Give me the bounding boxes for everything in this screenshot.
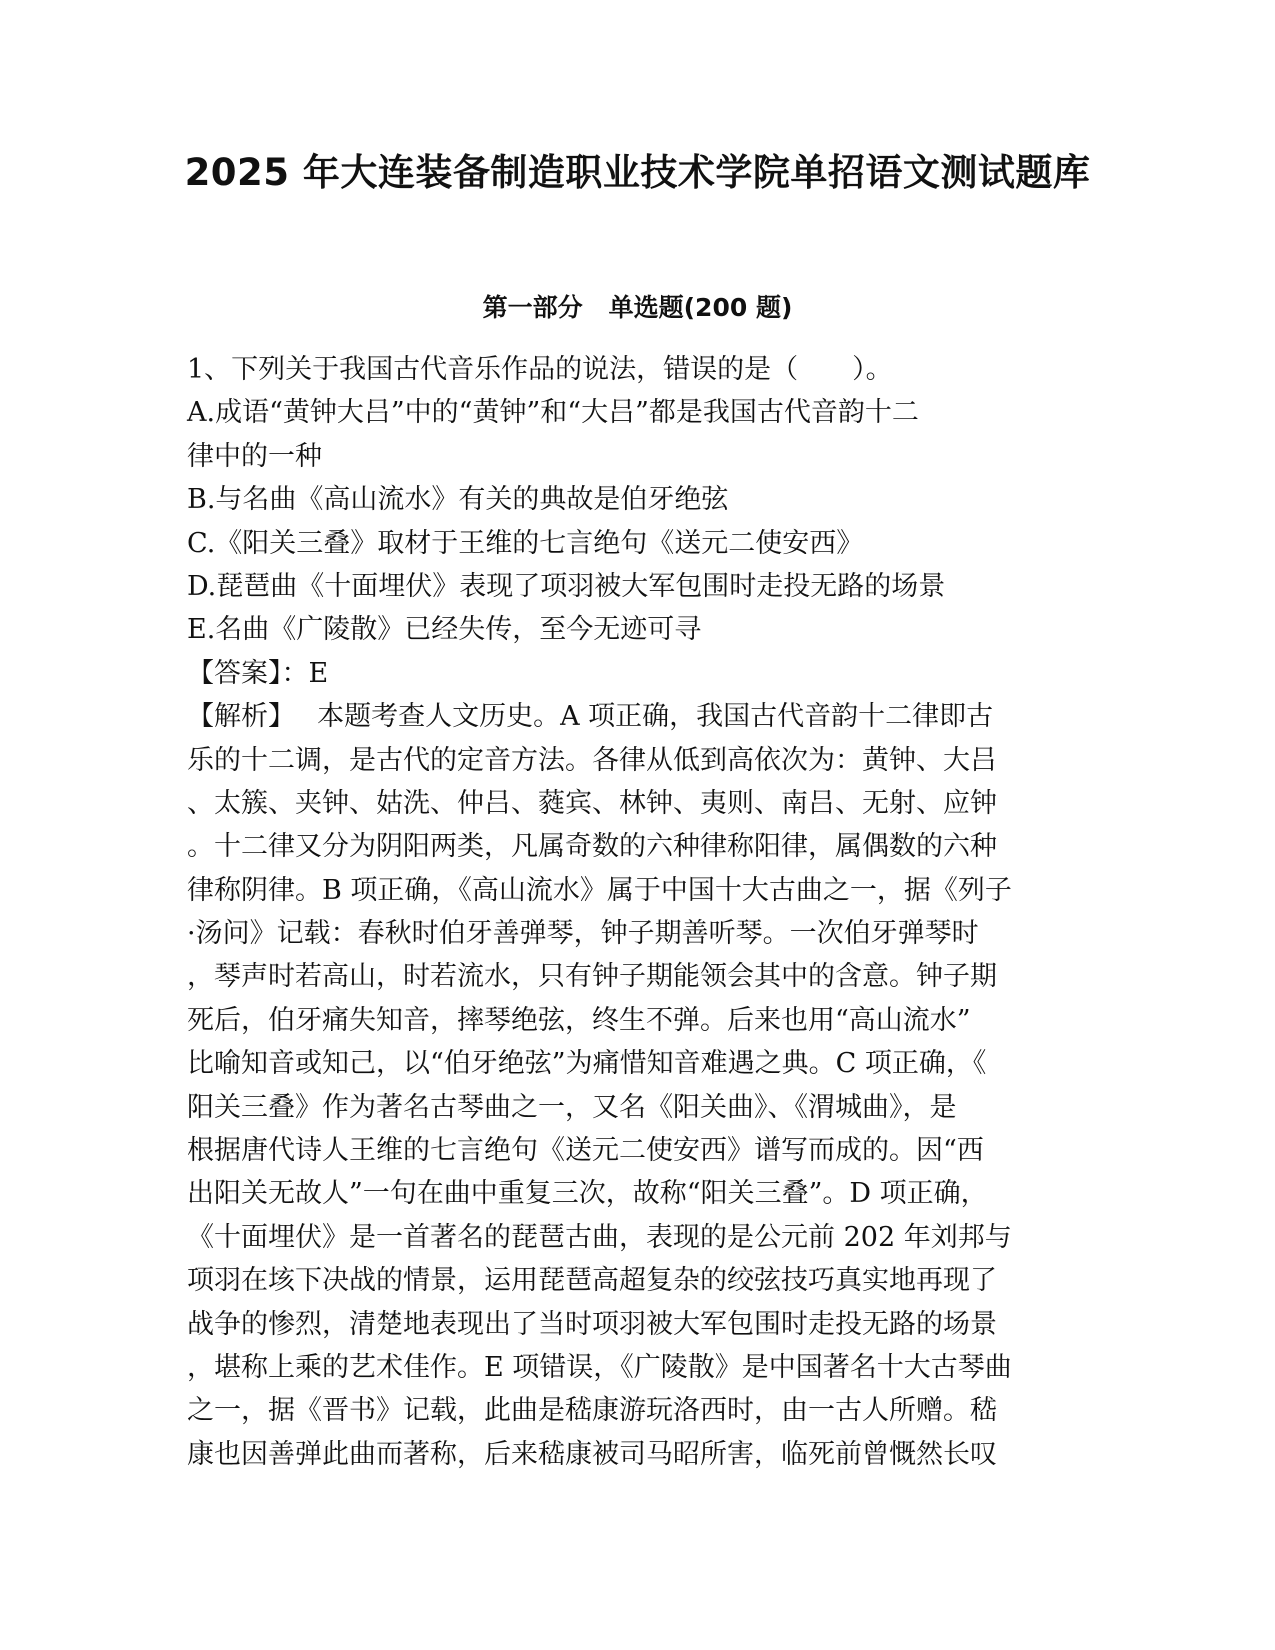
question-stem: 1、下列关于我国古代音乐作品的说法，错误的是（ ）。 xyxy=(187,354,893,385)
section-heading xyxy=(0,290,1275,326)
analysis-line: 。十二律又分为阴阳两类，凡属奇数的六种律称阳律，属偶数的六种 xyxy=(187,831,997,863)
document-title: 2025 年大连装备制造职业技术学院单招语文测试题库 xyxy=(184,151,1091,194)
option-line: C.《阳关三叠》取材于王维的七言绝句《送元二使安西》 xyxy=(187,527,864,559)
analysis-line: 乐的十二调，是古代的定音方法。各律从低到高依次为：黄钟、大吕 xyxy=(187,744,997,776)
analysis-line: 【解析】 本题考查人文历史。A 项正确，我国古代音韵十二律即古 xyxy=(187,701,994,733)
answer-line: 【答案】：E xyxy=(187,657,329,689)
analysis-line: 死后，伯牙痛失知音，摔琴绝弦，终生不弹。后来也用“高山流水” xyxy=(187,1004,971,1036)
analysis-line: 战争的惨烈，清楚地表现出了当时项羽被大军包围时走投无路的场景 xyxy=(187,1308,997,1340)
analysis-line: 比喻知音或知己，以“伯牙绝弦”为痛惜知音难遇之典。C 项正确，《 xyxy=(187,1048,987,1080)
option-line: D.琵琶曲《十面埋伏》表现了项羽被大军包围时走投无路的场景 xyxy=(187,570,946,602)
option-line: A.成语“黄钟大吕”中的“黄钟”和“大吕”都是我国古代音韵十二 xyxy=(187,397,919,429)
section-name: 单选题(200 题) xyxy=(608,293,793,322)
analysis-line: ，堪称上乘的艺术佳作。E 项错误，《广陵散》是中国著名十大古琴曲 xyxy=(187,1351,1012,1383)
section-part: 第一部分 xyxy=(482,293,583,322)
analysis-line: 出阳关无故人”一句在曲中重复三次，故称“阳关三叠”。D 项正确， xyxy=(187,1178,988,1210)
analysis-line: 康也因善弹此曲而著称，后来嵇康被司马昭所害，临死前曾慨然长叹 xyxy=(187,1438,997,1470)
option-line: 律中的一种 xyxy=(187,440,322,472)
option-line: B.与名曲《高山流水》有关的典故是伯牙绝弦 xyxy=(187,484,729,516)
question-block xyxy=(187,348,1087,1476)
analysis-line: ·汤问》记载：春秋时伯牙善弹琴，钟子期善听琴。一次伯牙弹琴时 xyxy=(187,918,979,950)
analysis-line: 根据唐代诗人王维的七言绝句《送元二使安西》谱写而成的。因“西 xyxy=(187,1135,984,1167)
analysis-line: 阳关三叠》作为著名古琴曲之一，又名《阳关曲》、《渭城曲》，是 xyxy=(187,1091,957,1123)
analysis-line: 项羽在垓下决战的情景，运用琵琶高超复杂的绞弦技巧真实地再现了 xyxy=(187,1265,997,1297)
analysis-line: 《十面埋伏》是一首著名的琵琶古曲，表现的是公元前 202 年刘邦与 xyxy=(187,1221,1012,1253)
analysis-line: ，琴声时若高山，时若流水，只有钟子期能领会其中的含意。钟子期 xyxy=(187,961,997,993)
option-line: E.名曲《广陵散》已经失传，至今无迹可寻 xyxy=(187,614,702,646)
analysis-line: 之一，据《晋书》记载，此曲是嵇康游玩洛西时，由一古人所赠。嵇 xyxy=(187,1395,997,1427)
analysis-line: 律称阴律。B 项正确，《高山流水》属于中国十大古曲之一，据《列子 xyxy=(187,874,1012,906)
analysis-line: 、太簇、夹钟、姑洗、仲吕、蕤宾、林钟、夷则、南吕、无射、应钟 xyxy=(187,787,997,819)
